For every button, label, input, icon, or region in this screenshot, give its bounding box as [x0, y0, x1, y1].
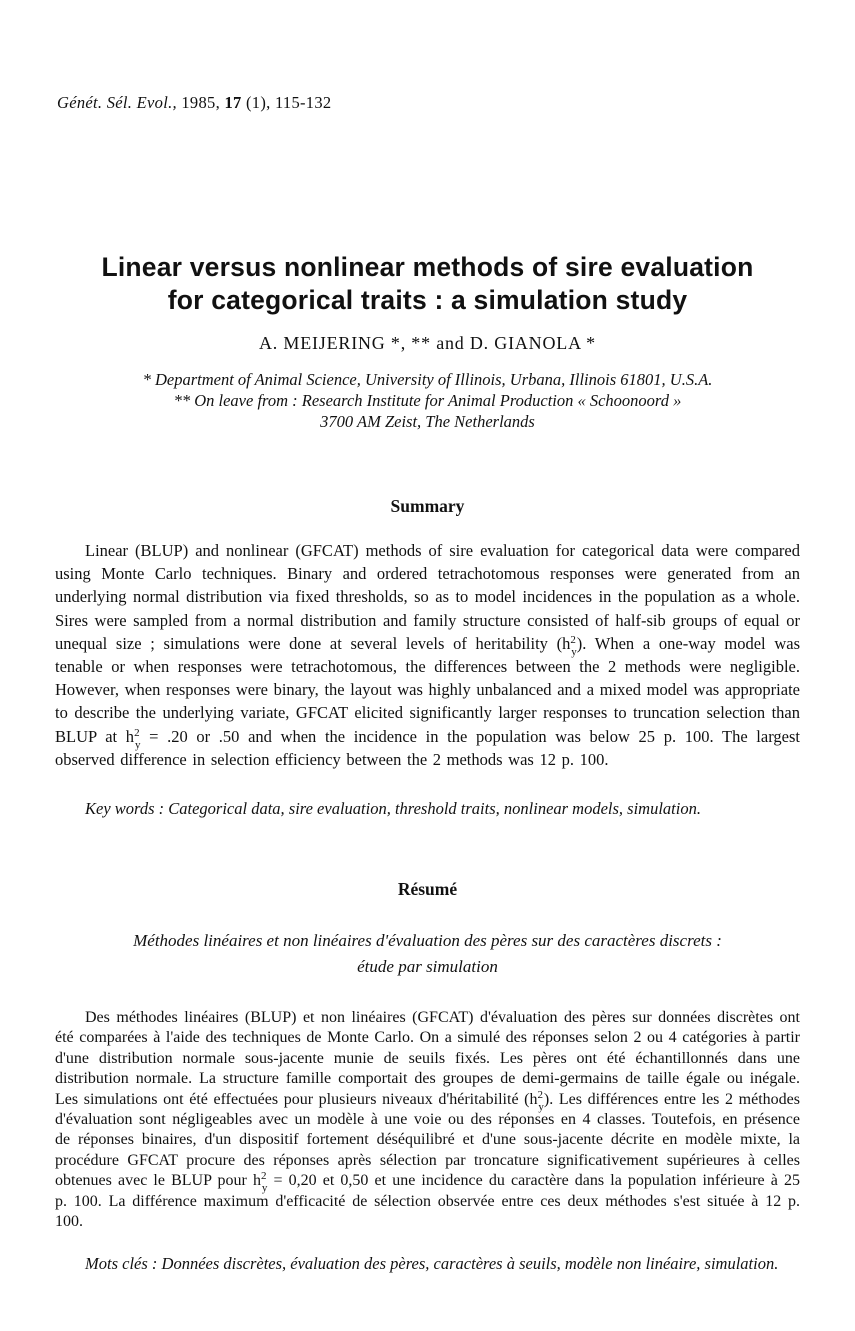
summary-paragraph	[55, 539, 800, 771]
affiliation-line1: * Department of Animal Science, University of Illinois, Urbana, Illinois 61801, U.S.A.	[142, 370, 713, 389]
page-content	[55, 93, 800, 1275]
resume-paragraph	[55, 1008, 800, 1232]
resume-subtitle-line1: Méthodes linéaires et non linéaires d'évaluation des pères sur des caractères discrets :	[133, 931, 722, 951]
summary-text-3: = .20 or .50 and when the incidence in the population was below 25 p. 100. The largest observed difference in selection efficiency between the 2 methods was 12 p. 100.	[55, 726, 800, 769]
resume-text-1: Des méthodes linéaires (BLUP) et non linéaires (GFCAT) d'évaluation des pères sur données discrètes ont été comparées à l'aide des techniques de Monte Carlo. On a simulé des réponses selon 2 ou 4 catégories à partir d'une distribution normale sous-jacente munie de seuils fixés. Les pères ont été échantillonnés dans une distribution normale. La structure famille comportait des groupes de demi-germains de taille égale ou inégale. Les simulations ont été effectuées pour plusieurs niveaux d'héritabilité (h	[55, 1009, 800, 1108]
affiliation-line3: 3700 AM Zeist, The Netherlands	[320, 412, 535, 431]
summary-text-2: ). When a one-way model was tenable or when responses were tetrachotomous, the differences between the 2 methods were negligible. However, when responses were binary, the layout was highly unbalanced and a mixed model was appropriate to describe the underlying variate, GFCAT elicited significantly larger responses to truncation selection than BLUP at h	[55, 633, 800, 746]
resume-subtitle-line2: étude par simulation	[357, 957, 498, 977]
authors-line: A. MEIJERING *, ** and D. GIANOLA *	[259, 333, 596, 353]
heritability-superscript: 2	[570, 633, 576, 646]
affiliation-line2: ** On leave from : Research Institute for Animal Production « Schoonoord »	[173, 391, 682, 410]
journal-volume: 17	[224, 93, 242, 112]
heritability-subscript: y	[261, 1182, 268, 1195]
resume-text-3: = 0,20 et 0,50 et une incidence du caractère dans la population inférieure à 25 p. 100. La différence maximum d'efficacité de sélection observée entre ces deux méthodes s'est située à 12 p. 100.	[55, 1172, 800, 1231]
resume-heading: Résumé	[397, 879, 458, 900]
journal-abbreviation: Génét. Sél. Evol.,	[57, 93, 177, 112]
heritability-subscript: y	[571, 645, 577, 658]
article-title-line1: Linear versus nonlinear methods of sire evaluation	[101, 252, 754, 282]
resume-subtitle	[55, 928, 800, 980]
journal-year: 1985,	[176, 93, 225, 112]
heritability-superscript: 2	[537, 1088, 544, 1101]
heritability-subscript: y	[134, 738, 141, 751]
journal-issue-pages: (1), 115-132	[241, 93, 332, 112]
article-title	[55, 251, 800, 317]
affiliations	[55, 369, 800, 432]
mots-cles-line: Mots clés : Données discrètes, évaluation des pères, caractères à seuils, modèle non linéaire, simulation.	[85, 1253, 779, 1273]
heritability-subscript: y	[538, 1100, 544, 1113]
heritability-superscript: 2	[260, 1170, 267, 1183]
summary-heading: Summary	[390, 496, 465, 516]
journal-reference	[57, 93, 800, 113]
summary-text-1: Linear (BLUP) and nonlinear (GFCAT) methods of sire evaluation for categorical data were compared using Monte Carlo techniques. Binary and ordered tetrachotomous responses were generated from an underlying normal distribution via fixed thresholds, so as to model incidences in the population as a whole. Sires were sampled from a normal distribution and family structure consisted of half-sib groups of equal or unequal size ; simulations were done at several levels of heritability (h	[55, 541, 800, 653]
keywords-line: Key words : Categorical data, sire evaluation, threshold traits, nonlinear models, simulation.	[85, 799, 701, 819]
heritability-superscript: 2	[134, 726, 140, 739]
article-title-line2: for categorical traits : a simulation study	[167, 285, 688, 315]
resume-text-2: ). Les différences entre les 2 méthodes d'évaluation sont négligeables avec un modèle à une voie ou des réponses en 4 classes. Toutefois, en présence de réponses binaires, d'un dispositif fortement déséquilibré et d'une sous-jacente décrite en modèle mixte, la procédure GFCAT procure des réponses après sélection par troncature significativement supérieures à celles obtenues avec le BLUP pour h	[55, 1090, 800, 1190]
